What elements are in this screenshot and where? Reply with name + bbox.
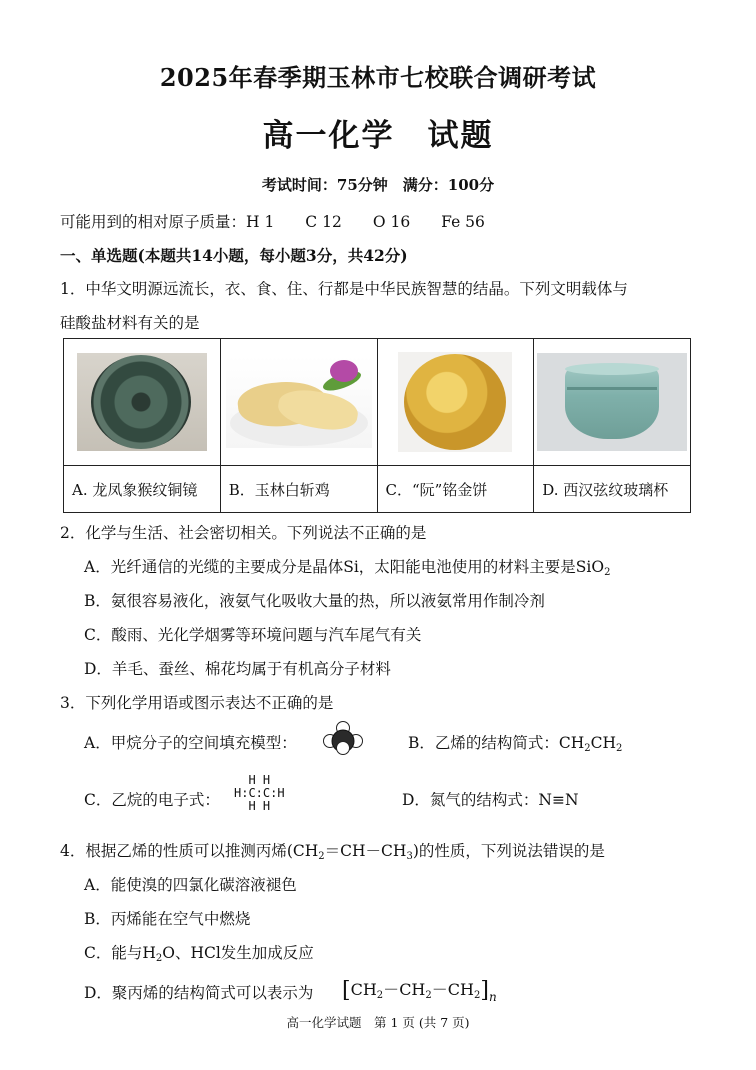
ethane-electron-formula: H H H:C:C:H H H <box>234 773 285 813</box>
q2-option-d: D．羊毛、蚕丝、棉花均属于有机高分子材料 <box>84 660 391 678</box>
q4-option-c: C．能与$H_2O$、HCl发生加成反应 <box>84 944 314 964</box>
q1-option-d: D. 西汉弦纹玻璃杯 <box>534 466 691 513</box>
q2-option-b: B．氨很容易液化，液氨气化吸收大量的热，所以液氨常用作制冷剂 <box>84 592 545 610</box>
q4-stem: 4．根据乙烯的性质可以推测丙烯$(CH_2=CH-CH_3)$的性质，下列说法错误的是 <box>60 842 605 862</box>
glass-cup-image <box>537 353 687 451</box>
q1-image-cell-d <box>534 339 691 466</box>
q1-option-c: C．“阮”铭金饼 <box>377 466 534 513</box>
bronze-mirror-image <box>77 353 207 451</box>
methane-space-filling-model <box>323 721 363 755</box>
exam-info: 考试时间：75分钟 满分：100分 <box>261 176 495 194</box>
q3-stem: 3．下列化学用语或图示表达不正确的是 <box>60 694 334 712</box>
q2-option-c: C．酸雨、光化学烟雾等环境问题与汽车尾气有关 <box>84 626 422 644</box>
q3-option-b: B．乙烯的结构简式：$CH_2CH_2$ <box>408 734 623 754</box>
q3-option-d: D．氮气的结构式：N≡N <box>402 791 579 809</box>
q4-option-d: D．聚丙烯的结构简式可以表示为 <box>84 984 314 1002</box>
q3-option-c: C．乙烷的电子式： <box>84 791 220 809</box>
q4-option-b: B．丙烯能在空气中燃烧 <box>84 910 251 928</box>
q4-option-a: A．能使溴的四氯化碳溶液褪色 <box>84 876 297 894</box>
q1-stem-line1: 1．中华文明源远流长，衣、食、住、行都是中华民族智慧的结晶。下列文明载体与 <box>60 280 628 298</box>
section-heading: 一、单选题(本题共14小题，每小题3分，共42分) <box>60 246 408 265</box>
q1-options-table <box>63 338 691 513</box>
q2-option-a: A．光纤通信的光缆的主要成分是晶体Si，太阳能电池使用的材料主要是SiO$_2$ <box>84 558 611 578</box>
q1-stem-line2: 硅酸盐材料有关的是 <box>60 314 200 332</box>
polypropylene-formula: $[CH_2-CH_2-CH_2]_n$ <box>342 978 497 1004</box>
q2-stem: 2．化学与生活、社会密切相关。下列说法不正确的是 <box>60 524 427 542</box>
exam-title: 2025年春季期玉林市七校联合调研考试 <box>159 63 597 92</box>
page-footer: 高一化学试题 第 1 页 (共 7 页) <box>286 1015 470 1030</box>
q1-option-a: A. 龙凤象猴纹铜镜 <box>64 466 221 513</box>
q1-image-cell-c <box>377 339 534 466</box>
q1-image-cell-b <box>220 339 377 466</box>
q3-option-a: A．甲烷分子的空间填充模型： <box>84 734 297 752</box>
gold-cake-image <box>398 352 512 452</box>
white-cut-chicken-image <box>226 356 372 448</box>
q1-option-b: B．玉林白斩鸡 <box>220 466 377 513</box>
atomic-masses: 可能用到的相对原子质量：H 1 C 12 O 16 Fe 56 <box>60 213 485 231</box>
q1-image-cell-a <box>64 339 221 466</box>
exam-subtitle: 高一化学 试题 <box>262 118 494 154</box>
